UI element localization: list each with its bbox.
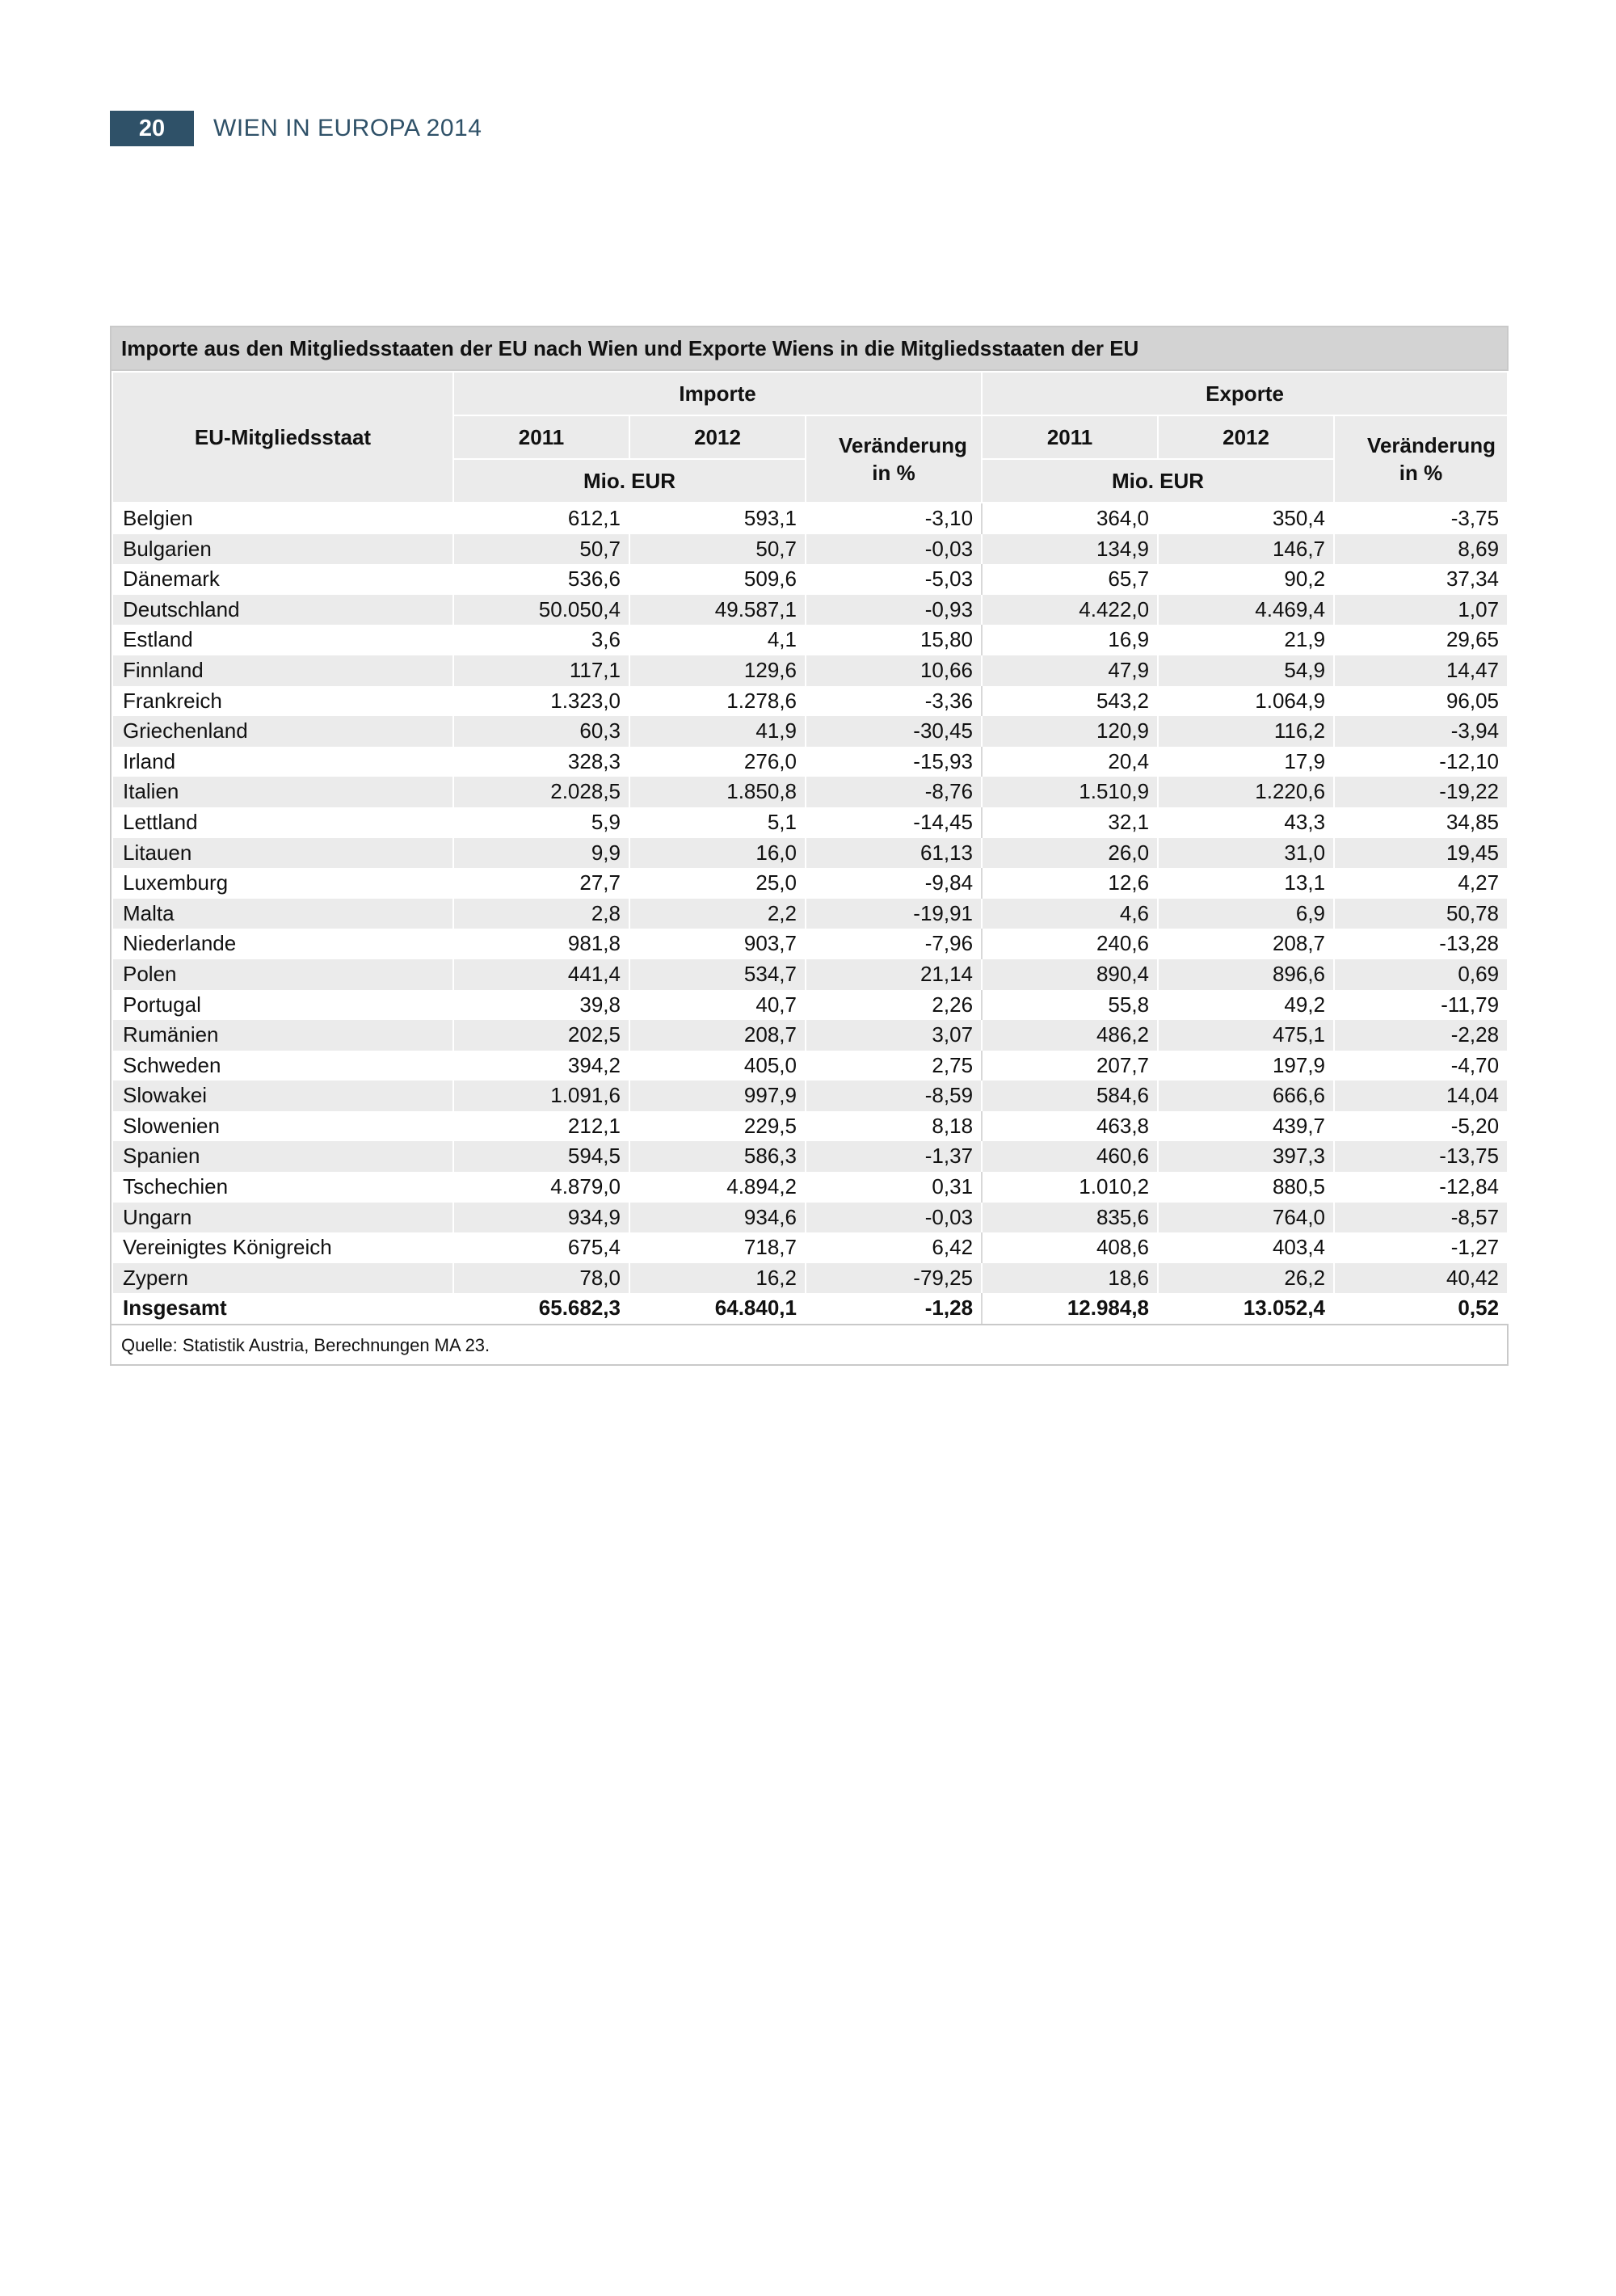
- header-imports-unit: Mio. EUR: [453, 459, 806, 503]
- cell-exports-2011: 4.422,0: [982, 595, 1158, 626]
- cell-imports-2012: 903,7: [629, 929, 806, 959]
- cell-exports-2012: 1.220,6: [1158, 777, 1334, 807]
- cell-exports-2012: 49,2: [1158, 990, 1334, 1021]
- cell-imports-change: -14,45: [806, 807, 982, 838]
- cell-country: Niederlande: [112, 929, 453, 959]
- cell-exports-2012: 13.052,4: [1158, 1293, 1334, 1324]
- cell-imports-2011: 9,9: [453, 838, 629, 869]
- table-row: [112, 1232, 1508, 1263]
- cell-exports-2012: 208,7: [1158, 929, 1334, 959]
- header-imports-change: Veränderung in %: [806, 415, 982, 503]
- cell-imports-2011: 1.091,6: [453, 1081, 629, 1111]
- header-imports-2012: 2012: [629, 415, 806, 459]
- cell-imports-2011: 594,5: [453, 1141, 629, 1172]
- cell-exports-change: -2,28: [1334, 1020, 1508, 1051]
- cell-exports-change: -13,75: [1334, 1141, 1508, 1172]
- page-title: WIEN IN EUROPA 2014: [213, 115, 482, 141]
- cell-exports-2011: 120,9: [982, 716, 1158, 747]
- table-row: [112, 655, 1508, 686]
- cell-exports-change: 1,07: [1334, 595, 1508, 626]
- cell-exports-2011: 4,6: [982, 899, 1158, 929]
- cell-imports-change: 3,07: [806, 1020, 982, 1051]
- cell-country: Luxemburg: [112, 868, 453, 899]
- cell-exports-2012: 475,1: [1158, 1020, 1334, 1051]
- cell-imports-change: 2,26: [806, 990, 982, 1021]
- cell-imports-2011: 328,3: [453, 747, 629, 777]
- cell-exports-change: -3,94: [1334, 716, 1508, 747]
- cell-country: Frankreich: [112, 686, 453, 717]
- cell-imports-2011: 212,1: [453, 1111, 629, 1142]
- cell-exports-2012: 17,9: [1158, 747, 1334, 777]
- cell-exports-2012: 403,4: [1158, 1232, 1334, 1263]
- table-caption: Importe aus den Mitgliedsstaaten der EU nach Wien und Exporte Wiens in die Mitgliedsstaaten der EU: [112, 327, 1507, 371]
- cell-imports-2012: 16,0: [629, 838, 806, 869]
- cell-imports-change: 15,80: [806, 625, 982, 655]
- cell-exports-2012: 666,6: [1158, 1081, 1334, 1111]
- header-exports-2012: 2012: [1158, 415, 1334, 459]
- cell-imports-2012: 534,7: [629, 959, 806, 990]
- page-header: [110, 111, 482, 146]
- cell-imports-change: -30,45: [806, 716, 982, 747]
- cell-exports-2011: 55,8: [982, 990, 1158, 1021]
- cell-exports-change: -19,22: [1334, 777, 1508, 807]
- cell-exports-2011: 16,9: [982, 625, 1158, 655]
- cell-country: Deutschland: [112, 595, 453, 626]
- cell-exports-2011: 486,2: [982, 1020, 1158, 1051]
- cell-exports-change: 96,05: [1334, 686, 1508, 717]
- cell-imports-2011: 2.028,5: [453, 777, 629, 807]
- cell-exports-2012: 43,3: [1158, 807, 1334, 838]
- cell-imports-2012: 934,6: [629, 1203, 806, 1233]
- cell-exports-2011: 543,2: [982, 686, 1158, 717]
- header-imports: Importe: [453, 372, 982, 415]
- table-row: [112, 686, 1508, 717]
- cell-exports-2012: 4.469,4: [1158, 595, 1334, 626]
- table-row: [112, 807, 1508, 838]
- cell-imports-2011: 2,8: [453, 899, 629, 929]
- cell-imports-2011: 39,8: [453, 990, 629, 1021]
- cell-imports-2011: 65.682,3: [453, 1293, 629, 1324]
- cell-exports-2011: 12.984,8: [982, 1293, 1158, 1324]
- header-exports-2011: 2011: [982, 415, 1158, 459]
- header-imports-2011: 2011: [453, 415, 629, 459]
- header-exports: Exporte: [982, 372, 1508, 415]
- cell-imports-change: -9,84: [806, 868, 982, 899]
- table-row: [112, 1081, 1508, 1111]
- cell-imports-2012: 229,5: [629, 1111, 806, 1142]
- cell-exports-change: -8,57: [1334, 1203, 1508, 1233]
- cell-exports-2011: 134,9: [982, 534, 1158, 565]
- table-row: [112, 1020, 1508, 1051]
- cell-imports-2011: 78,0: [453, 1263, 629, 1294]
- cell-imports-2011: 50.050,4: [453, 595, 629, 626]
- table-row: [112, 747, 1508, 777]
- cell-imports-2011: 3,6: [453, 625, 629, 655]
- table-row: [112, 716, 1508, 747]
- cell-exports-2011: 18,6: [982, 1263, 1158, 1294]
- cell-imports-change: -8,76: [806, 777, 982, 807]
- cell-exports-change: 8,69: [1334, 534, 1508, 565]
- table-row: [112, 990, 1508, 1021]
- cell-exports-change: 34,85: [1334, 807, 1508, 838]
- cell-imports-2011: 981,8: [453, 929, 629, 959]
- cell-imports-2012: 41,9: [629, 716, 806, 747]
- cell-exports-2011: 890,4: [982, 959, 1158, 990]
- cell-imports-change: -0,93: [806, 595, 982, 626]
- cell-exports-2012: 21,9: [1158, 625, 1334, 655]
- cell-country: Slowakei: [112, 1081, 453, 1111]
- cell-imports-change: -3,10: [806, 503, 982, 534]
- cell-imports-2012: 509,6: [629, 564, 806, 595]
- cell-exports-change: 4,27: [1334, 868, 1508, 899]
- cell-exports-2012: 350,4: [1158, 503, 1334, 534]
- cell-country: Tschechien: [112, 1172, 453, 1203]
- cell-imports-change: 8,18: [806, 1111, 982, 1142]
- cell-imports-2011: 4.879,0: [453, 1172, 629, 1203]
- table-row: [112, 564, 1508, 595]
- cell-imports-change: -8,59: [806, 1081, 982, 1111]
- trade-table: [110, 326, 1509, 1366]
- cell-imports-change: -1,28: [806, 1293, 982, 1324]
- cell-imports-2012: 586,3: [629, 1141, 806, 1172]
- cell-country: Litauen: [112, 838, 453, 869]
- cell-imports-change: -5,03: [806, 564, 982, 595]
- cell-imports-2011: 202,5: [453, 1020, 629, 1051]
- cell-exports-2011: 240,6: [982, 929, 1158, 959]
- cell-imports-change: -15,93: [806, 747, 982, 777]
- cell-imports-2012: 718,7: [629, 1232, 806, 1263]
- cell-imports-2012: 16,2: [629, 1263, 806, 1294]
- cell-country: Finnland: [112, 655, 453, 686]
- cell-exports-2011: 65,7: [982, 564, 1158, 595]
- cell-country: Estland: [112, 625, 453, 655]
- cell-imports-change: 2,75: [806, 1051, 982, 1081]
- cell-exports-2011: 1.010,2: [982, 1172, 1158, 1203]
- table-row: [112, 1051, 1508, 1081]
- cell-country: Dänemark: [112, 564, 453, 595]
- cell-exports-2012: 54,9: [1158, 655, 1334, 686]
- cell-exports-2011: 32,1: [982, 807, 1158, 838]
- cell-imports-2012: 405,0: [629, 1051, 806, 1081]
- cell-imports-change: -1,37: [806, 1141, 982, 1172]
- cell-imports-2012: 49.587,1: [629, 595, 806, 626]
- table-total-row: [112, 1293, 1508, 1324]
- cell-exports-2012: 397,3: [1158, 1141, 1334, 1172]
- table-row: [112, 625, 1508, 655]
- cell-exports-change: 37,34: [1334, 564, 1508, 595]
- cell-exports-2011: 408,6: [982, 1232, 1158, 1263]
- page-number: 20: [110, 111, 194, 146]
- cell-exports-2012: 6,9: [1158, 899, 1334, 929]
- cell-country: Lettland: [112, 807, 453, 838]
- cell-country: Insgesamt: [112, 1293, 453, 1324]
- cell-imports-2011: 27,7: [453, 868, 629, 899]
- data-table: [112, 371, 1509, 1324]
- cell-country: Rumänien: [112, 1020, 453, 1051]
- cell-exports-2012: 764,0: [1158, 1203, 1334, 1233]
- cell-imports-2011: 1.323,0: [453, 686, 629, 717]
- cell-exports-2012: 116,2: [1158, 716, 1334, 747]
- cell-imports-2012: 4,1: [629, 625, 806, 655]
- cell-exports-2012: 197,9: [1158, 1051, 1334, 1081]
- cell-exports-change: -12,84: [1334, 1172, 1508, 1203]
- cell-exports-2012: 146,7: [1158, 534, 1334, 565]
- cell-exports-change: 14,47: [1334, 655, 1508, 686]
- cell-imports-change: 61,13: [806, 838, 982, 869]
- cell-imports-2011: 5,9: [453, 807, 629, 838]
- cell-imports-2011: 536,6: [453, 564, 629, 595]
- table-row: [112, 534, 1508, 565]
- cell-exports-change: 29,65: [1334, 625, 1508, 655]
- cell-imports-2011: 675,4: [453, 1232, 629, 1263]
- cell-exports-change: -5,20: [1334, 1111, 1508, 1142]
- table-row: [112, 1203, 1508, 1233]
- cell-imports-2011: 50,7: [453, 534, 629, 565]
- cell-exports-change: -3,75: [1334, 503, 1508, 534]
- cell-exports-2011: 47,9: [982, 655, 1158, 686]
- cell-imports-2012: 64.840,1: [629, 1293, 806, 1324]
- cell-country: Slowenien: [112, 1111, 453, 1142]
- cell-exports-2011: 1.510,9: [982, 777, 1158, 807]
- table-row: [112, 959, 1508, 990]
- cell-exports-2011: 12,6: [982, 868, 1158, 899]
- table-row: [112, 868, 1508, 899]
- cell-country: Malta: [112, 899, 453, 929]
- cell-imports-change: 21,14: [806, 959, 982, 990]
- cell-exports-2011: 584,6: [982, 1081, 1158, 1111]
- cell-imports-change: 10,66: [806, 655, 982, 686]
- table-row: [112, 1141, 1508, 1172]
- cell-exports-2011: 26,0: [982, 838, 1158, 869]
- table-row: [112, 1263, 1508, 1294]
- cell-country: Belgien: [112, 503, 453, 534]
- cell-exports-change: -4,70: [1334, 1051, 1508, 1081]
- cell-imports-2012: 5,1: [629, 807, 806, 838]
- cell-country: Polen: [112, 959, 453, 990]
- table-source: Quelle: Statistik Austria, Berechnungen MA 23.: [112, 1324, 1507, 1364]
- cell-imports-2011: 441,4: [453, 959, 629, 990]
- cell-exports-2012: 1.064,9: [1158, 686, 1334, 717]
- table-row: [112, 777, 1508, 807]
- cell-exports-change: -13,28: [1334, 929, 1508, 959]
- cell-imports-change: -79,25: [806, 1263, 982, 1294]
- cell-imports-change: -19,91: [806, 899, 982, 929]
- cell-imports-2012: 50,7: [629, 534, 806, 565]
- cell-exports-change: 19,45: [1334, 838, 1508, 869]
- cell-imports-2012: 1.850,8: [629, 777, 806, 807]
- cell-country: Irland: [112, 747, 453, 777]
- cell-exports-2011: 364,0: [982, 503, 1158, 534]
- cell-exports-change: 0,52: [1334, 1293, 1508, 1324]
- cell-imports-change: -3,36: [806, 686, 982, 717]
- cell-imports-2011: 934,9: [453, 1203, 629, 1233]
- cell-country: Portugal: [112, 990, 453, 1021]
- table-body: [112, 503, 1508, 1324]
- cell-exports-change: -11,79: [1334, 990, 1508, 1021]
- cell-country: Bulgarien: [112, 534, 453, 565]
- header-exports-unit: Mio. EUR: [982, 459, 1334, 503]
- table-row: [112, 1111, 1508, 1142]
- cell-imports-2011: 612,1: [453, 503, 629, 534]
- table-row: [112, 1172, 1508, 1203]
- cell-exports-2012: 90,2: [1158, 564, 1334, 595]
- cell-exports-2011: 463,8: [982, 1111, 1158, 1142]
- cell-country: Zypern: [112, 1263, 453, 1294]
- cell-imports-change: 0,31: [806, 1172, 982, 1203]
- cell-imports-2011: 117,1: [453, 655, 629, 686]
- cell-country: Spanien: [112, 1141, 453, 1172]
- cell-exports-2012: 31,0: [1158, 838, 1334, 869]
- header-country: EU-Mitgliedsstaat: [112, 372, 453, 503]
- cell-country: Schweden: [112, 1051, 453, 1081]
- cell-imports-2012: 997,9: [629, 1081, 806, 1111]
- cell-exports-change: 50,78: [1334, 899, 1508, 929]
- cell-country: Vereinigtes Königreich: [112, 1232, 453, 1263]
- cell-exports-2012: 896,6: [1158, 959, 1334, 990]
- cell-imports-2011: 60,3: [453, 716, 629, 747]
- table-row: [112, 595, 1508, 626]
- cell-imports-change: 6,42: [806, 1232, 982, 1263]
- cell-exports-2012: 439,7: [1158, 1111, 1334, 1142]
- cell-country: Griechenland: [112, 716, 453, 747]
- cell-imports-change: -0,03: [806, 534, 982, 565]
- header-exports-change: Veränderung in %: [1334, 415, 1508, 503]
- cell-imports-2012: 276,0: [629, 747, 806, 777]
- cell-exports-2012: 26,2: [1158, 1263, 1334, 1294]
- cell-exports-change: -12,10: [1334, 747, 1508, 777]
- table-row: [112, 899, 1508, 929]
- cell-country: Ungarn: [112, 1203, 453, 1233]
- table-row: [112, 503, 1508, 534]
- cell-exports-change: 0,69: [1334, 959, 1508, 990]
- cell-imports-2012: 2,2: [629, 899, 806, 929]
- cell-imports-2012: 40,7: [629, 990, 806, 1021]
- table-row: [112, 929, 1508, 959]
- cell-exports-change: -1,27: [1334, 1232, 1508, 1263]
- cell-exports-2011: 835,6: [982, 1203, 1158, 1233]
- cell-exports-2011: 207,7: [982, 1051, 1158, 1081]
- cell-imports-2012: 129,6: [629, 655, 806, 686]
- cell-exports-2012: 880,5: [1158, 1172, 1334, 1203]
- cell-exports-2011: 20,4: [982, 747, 1158, 777]
- cell-imports-2012: 4.894,2: [629, 1172, 806, 1203]
- cell-imports-2012: 1.278,6: [629, 686, 806, 717]
- cell-imports-2011: 394,2: [453, 1051, 629, 1081]
- cell-exports-2011: 460,6: [982, 1141, 1158, 1172]
- cell-exports-2012: 13,1: [1158, 868, 1334, 899]
- cell-imports-2012: 25,0: [629, 868, 806, 899]
- cell-imports-2012: 208,7: [629, 1020, 806, 1051]
- cell-exports-change: 40,42: [1334, 1263, 1508, 1294]
- table-row: [112, 838, 1508, 869]
- cell-imports-2012: 593,1: [629, 503, 806, 534]
- cell-exports-change: 14,04: [1334, 1081, 1508, 1111]
- cell-imports-change: -0,03: [806, 1203, 982, 1233]
- cell-country: Italien: [112, 777, 453, 807]
- cell-imports-change: -7,96: [806, 929, 982, 959]
